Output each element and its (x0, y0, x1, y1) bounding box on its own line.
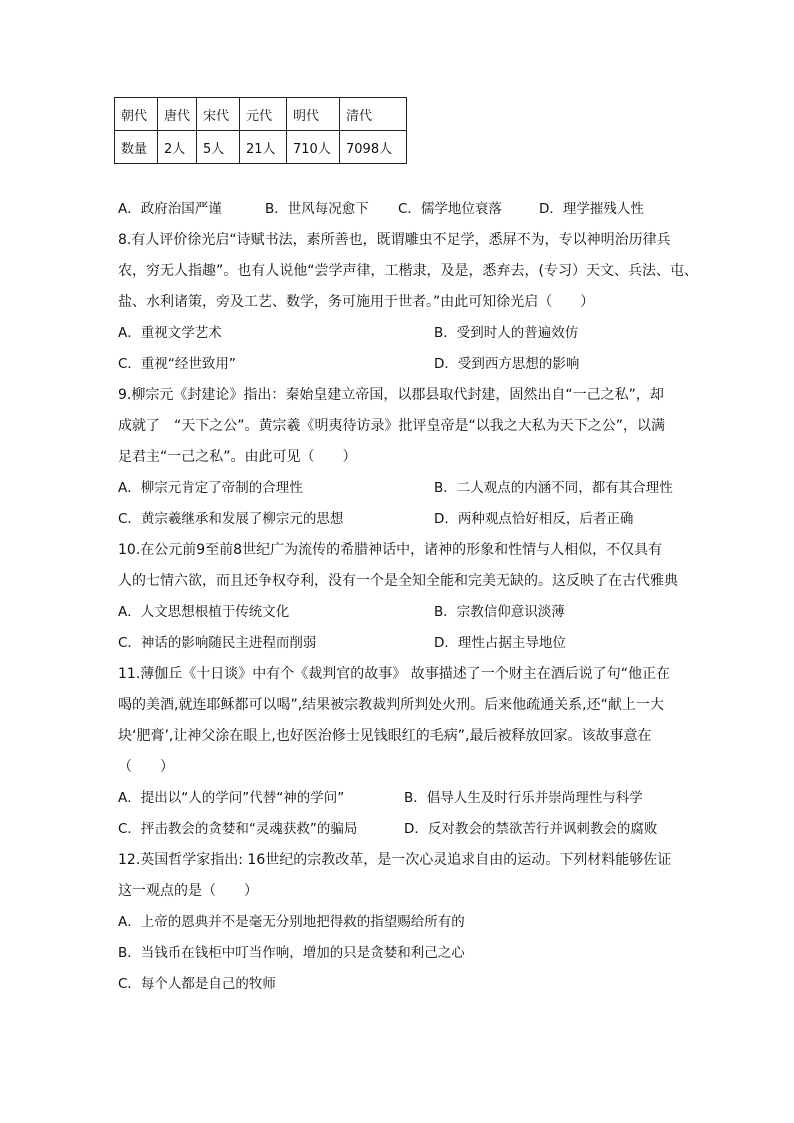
table-cell: 宋代 (197, 98, 240, 131)
table-cell: 数量 (115, 131, 158, 164)
table-cell: 2人 (158, 131, 197, 164)
q11-stem-line: 11.薄伽丘《十日谈》中有个《裁判官的故事》 故事描述了一个财主在酒后说了句“他正在 (118, 666, 670, 682)
q9-option-d: D．两种观点恰好相反，后者正确 (434, 511, 634, 527)
q11-option-c: C．抨击教会的贪婪和“灵魂获救”的骗局 (118, 821, 358, 837)
q9-stem-line: 足君主“一己之私”。由此可见（ ） (118, 449, 357, 465)
q11-option-d: D．反对教会的禁欲苦行并讽刺教会的腐败 (404, 821, 658, 837)
q8-option-b: B．受到时人的普遍效仿 (434, 325, 579, 341)
q11-option-b: B．倡导人生及时行乐并崇尚理性与科学 (404, 790, 643, 806)
table-cell: 元代 (240, 98, 287, 131)
table-cell: 唐代 (158, 98, 197, 131)
table-cell: 21人 (240, 131, 287, 164)
q12-stem-line: 这一观点的是（ ） (118, 883, 258, 899)
q7-option-d: D．理学摧残人性 (539, 201, 644, 217)
q7-option-b: B．世风每况愈下 (265, 201, 369, 217)
q7-option-c: C．儒学地位衰落 (398, 201, 502, 217)
q10-option-d: D．理性占据主导地位 (434, 635, 566, 651)
q10-option-b: B．宗教信仰意识淡薄 (434, 604, 565, 620)
q9-stem-line: 成就了 “天下之公”。黄宗羲《明夷待访录》批评皇帝是“以我之大私为天下之公”，以满 (118, 418, 666, 434)
table-cell: 5人 (197, 131, 240, 164)
table-cell: 7098人 (340, 131, 407, 164)
q10-stem-line: 人的七情六欲，而且还争权夺利，没有一个是全知全能和完美无缺的。这反映了在古代雅典 (118, 573, 678, 589)
q11-option-a: A．提出以“人的学问”代替“神的学问” (118, 790, 345, 806)
table-cell: 朝代 (115, 98, 158, 131)
dynasty-count-table (114, 97, 407, 164)
q9-option-a: A．柳宗元肯定了帝制的合理性 (118, 480, 303, 496)
q8-option-c: C．重视“经世致用” (118, 356, 236, 372)
table-row (115, 98, 407, 131)
q12-option-a: A．上帝的恩典并不是毫无分别地把得救的指望赐给所有的 (118, 914, 465, 930)
q8-stem-line: 盐、水利诸策，旁及工艺、数学，务可施用于世者。”由此可知徐光启（ ） (118, 294, 595, 310)
q11-stem-line: 喝的美酒,就连耶稣都可以喝”,结果被宗教裁判所判处火刑。后来他疏通关系,还“献上一大 (118, 697, 664, 713)
table-cell: 明代 (287, 98, 340, 131)
q9-stem-line: 9.柳宗元《封建论》指出：秦始皇建立帝国，以郡县取代封建，固然出自“一己之私”，却 (118, 387, 664, 403)
q12-option-b: B．当钱币在钱柜中叮当作响，增加的只是贪婪和利己之心 (118, 945, 465, 961)
q9-option-b: B．二人观点的内涵不同，都有其合理性 (434, 480, 673, 496)
q8-option-d: D．受到西方思想的影响 (434, 356, 580, 372)
q8-stem-line: 8.有人评价徐光启“诗赋书法，素所善也，既谓雕虫不足学，悉屏不为，专以神明治历律兵 (118, 232, 671, 248)
q12-stem-line: 12.英国哲学家指出: 16世纪的宗教改革，是一次心灵追求自由的运动。下列材料能够佐证 (118, 852, 672, 868)
table-row (115, 131, 407, 164)
q10-option-a: A．人文思想根植于传统文化 (118, 604, 290, 620)
q12-option-c: C．每个人都是自己的牧师 (118, 976, 276, 992)
q7-option-a: A．政府治国严谨 (118, 201, 222, 217)
q9-option-c: C．黄宗羲继承和发展了柳宗元的思想 (118, 511, 344, 527)
table-cell: 710人 (287, 131, 340, 164)
q8-option-a: A．重视文学艺术 (118, 325, 222, 341)
q8-stem-line: 农，穷无人指趣”。也有人说他“尝学声律，工楷隶，及是，悉弃去，(专习）天文、兵法、屯、 (118, 263, 698, 279)
table-cell: 清代 (340, 98, 407, 131)
q10-stem-line: 10.在公元前9至前8世纪广为流传的希腊神话中，诸神的形象和性情与人相似，不仅具有 (118, 542, 663, 558)
q11-stem-line: （ ） (118, 759, 174, 775)
q10-option-c: C．神话的影响随民主进程而削弱 (118, 635, 317, 651)
q11-stem-line: 块‘肥膏’,让神父涂在眼上,也好医治修士见钱眼红的毛病”,最后被释放回家。该故事意在 (118, 728, 652, 744)
